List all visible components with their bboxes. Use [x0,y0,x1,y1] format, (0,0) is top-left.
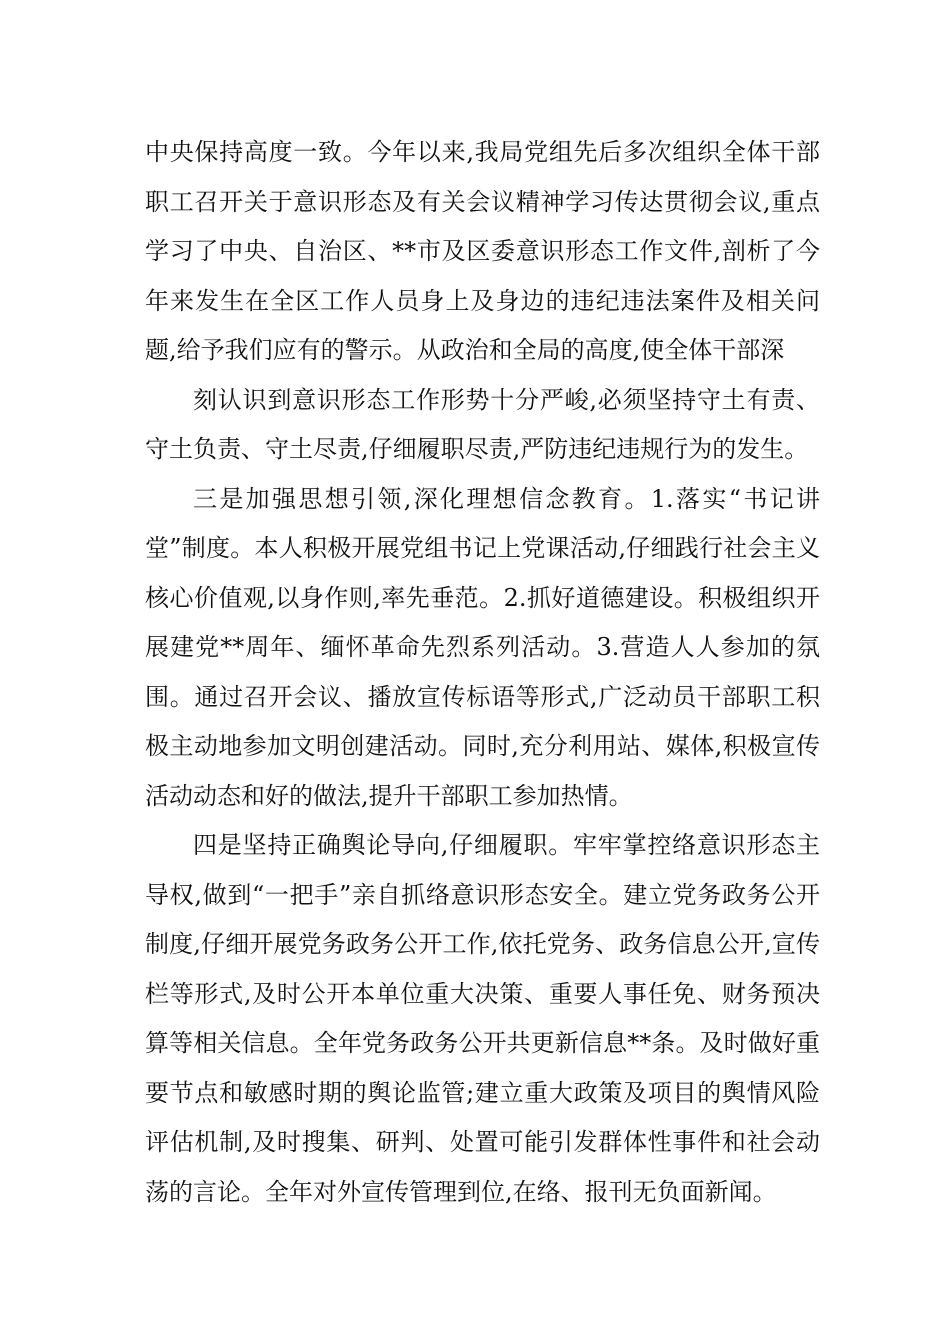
paragraph-section-three: 三是加强思想引领,深化理想信念教育。1.落实“书记讲堂”制度。本人积极开展党组书记上党课活动,仔细践行社会主义核心价值观,以身作则,率先垂范。2.抓好道德建设。积极组织开展建党**周年、缅怀革命先烈系列活动。3.营造人人参加的氛围。通过召开会议、播放宣传标语等形式,广泛动员干部职工积极主动地参加文明创建活动。同时,充分利用站、媒体,积极宣传活动动态和好的做法,提升干部职工参加热情。 [145,484,820,810]
paragraph-section-four: 四是坚持正确舆论导向,仔细履职。牢牢掌控络意识形态主导权,做到“一把手”亲自抓络意识形态安全。建立党务政务公开制度,仔细开展党务政务公开工作,依托党务、政务信息公开,宣传栏等形式,及时公开本单位重大决策、重要人事任免、财务预决算等相关信息。全年党务政务公开共更新信息**条。及时做好重要节点和敏感时期的舆论监管;建立重大政策及项目的舆情风险评估机制,及时搜集、研判、处置可能引发群体性事件和社会动荡的言论。全年对外宣传管理到位,在络、报刊无负面新闻。 [145,831,820,1206]
paragraph-awareness: 刻认识到意识形态工作形势十分严峻,必须坚持守土有责、守土负责、守土尽责,仔细履职尽责,严防违纪违规行为的发生。 [145,385,820,463]
paragraph-continuation: 中央保持高度一致。今年以来,我局党组先后多次组织全体干部职工召开关于意识形态及有关会议精神学习传达贯彻会议,重点学习了中央、自治区、**市及区委意识形态工作文件,剖析了今年来发生在全区工作人员身上及身边的违纪违法案件及相关问题,给予我们应有的警示。从政治和全局的高度,使全体干部深 [145,138,820,364]
document-body [145,128,820,1217]
